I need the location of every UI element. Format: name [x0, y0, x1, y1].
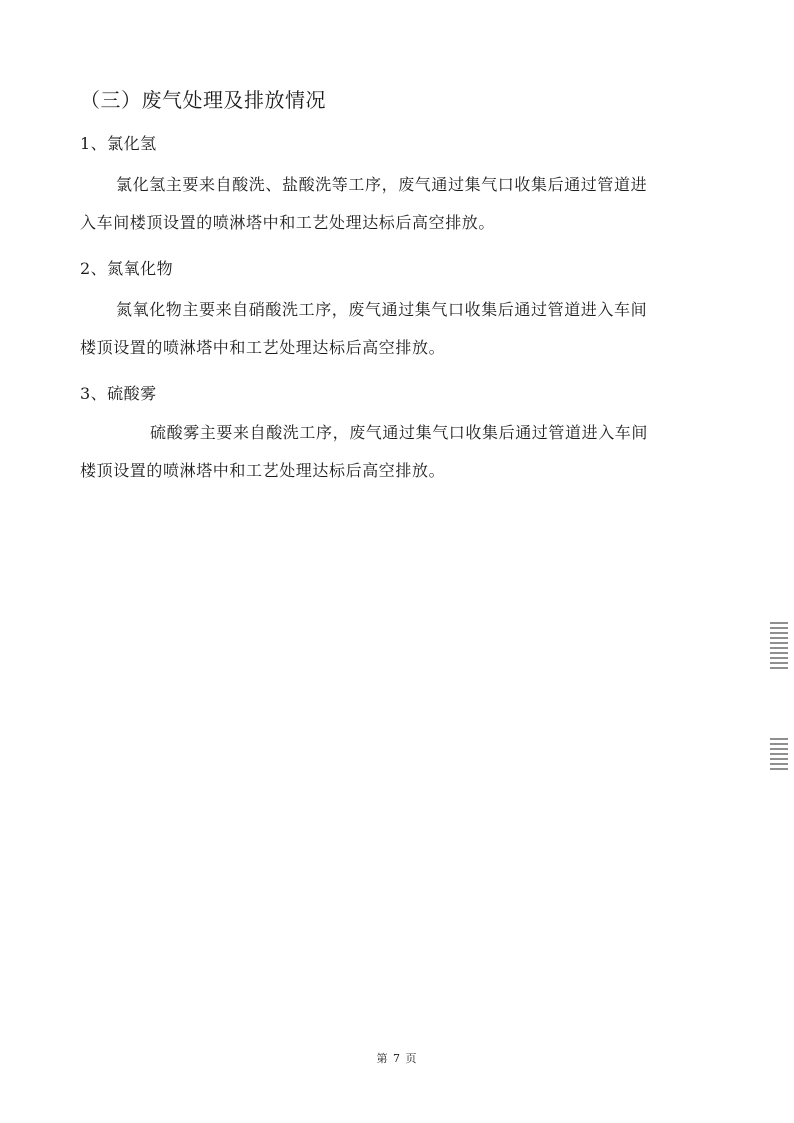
paragraph-line: 楼顶设置的喷淋塔中和工艺处理达标后高空排放。	[80, 338, 446, 357]
paragraph-line: 氯化氢主要来自酸洗、盐酸洗等工序，废气通过集气口收集后通过管道进	[116, 175, 648, 194]
paragraph-line: 氮氧化物主要来自硝酸洗工序，废气通过集气口收集后通过管道进入车间	[116, 300, 648, 319]
section-heading: （三）废气处理及排放情况	[80, 88, 326, 112]
item-title-nitrogen-oxides: 2、氮氧化物	[80, 259, 174, 278]
scan-edge-mark	[770, 738, 788, 772]
item-title-hydrogen-chloride: 1、氯化氢	[80, 134, 157, 153]
paragraph-sulfuric-acid-mist	[80, 414, 720, 490]
paragraph-line: 硫酸雾主要来自酸洗工序，废气通过集气口收集后通过管道进入车间	[150, 423, 649, 442]
item-title-sulfuric-acid-mist: 3、硫酸雾	[80, 384, 157, 403]
paragraph-line: 楼顶设置的喷淋塔中和工艺处理达标后高空排放。	[80, 461, 446, 480]
page-number: 第 7 页	[376, 1052, 418, 1065]
scan-edge-mark	[770, 622, 788, 670]
paragraph-line: 入车间楼顶设置的喷淋塔中和工艺处理达标后高空排放。	[80, 213, 496, 232]
paragraph-nitrogen-oxides	[80, 291, 720, 367]
paragraph-hydrogen-chloride	[80, 166, 720, 242]
